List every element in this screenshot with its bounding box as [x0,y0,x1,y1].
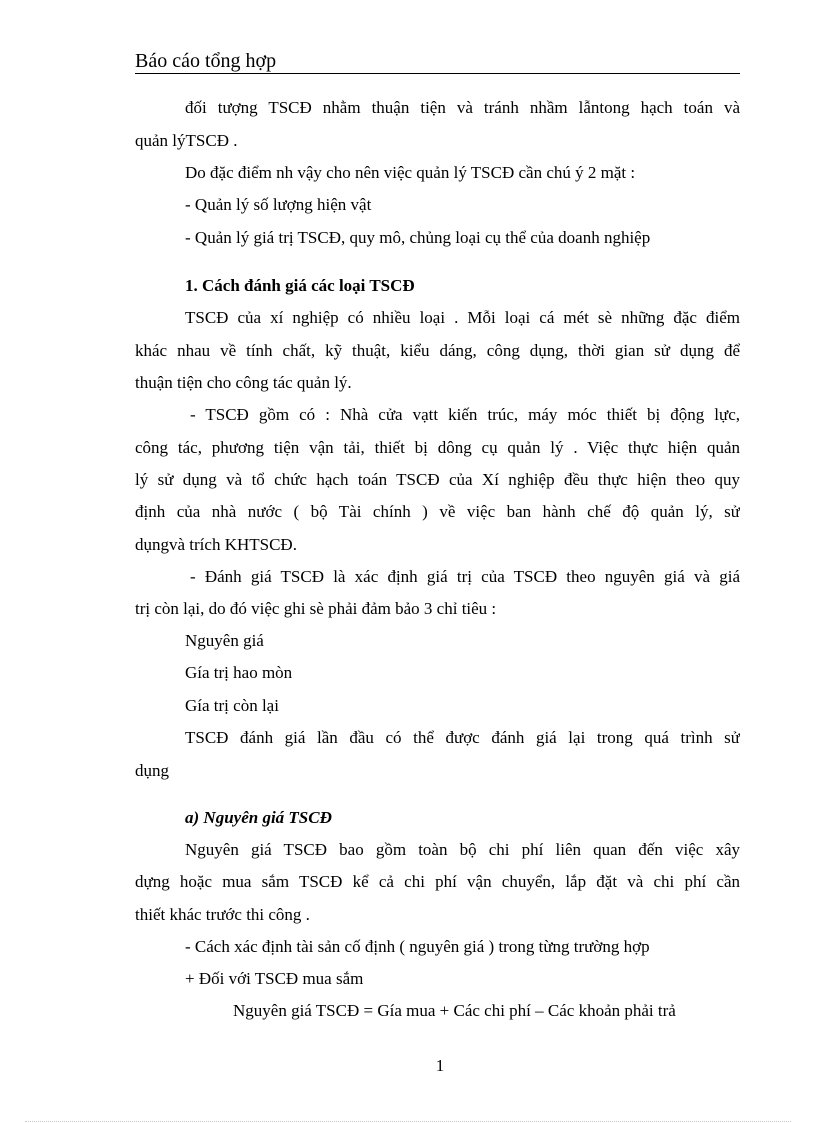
formula-line: Nguyên giá TSCĐ = Gía mua + Các chi phí – Các khoản phải trả [233,1001,676,1020]
paragraph-line: trị còn lại, do đó việc ghi sè phải đảm bảo 3 chỉ tiêu : [135,599,497,618]
paragraph-line: lý sử dụng và tổ chức hạch toán TSCĐ của Xí nghiệp đều thực hiện theo quy [135,470,740,489]
paragraph-line: khác nhau về tính chất, kỹ thuật, kiểu dáng, công dụng, thời gian sử dụng để [135,341,740,360]
page-number: 1 [435,1056,445,1075]
paragraph-line: thuận tiện cho công tác quản lý. [135,373,352,392]
paragraph-line: Do đặc điểm nh vậy cho nên việc quản lý TSCĐ cần chú ý 2 mặt : [185,163,636,182]
paragraph-line: công tác, phương tiện vận tải, thiết bị dông cụ quản lý . Việc thực hiện quản [135,438,740,457]
paragraph-line: dụng [135,761,169,780]
paragraph-line: thiết khác trước thi công . [135,905,310,924]
list-item: Gía trị còn lại [185,696,279,715]
page-header-title: Báo cáo tổng hợp [135,50,277,72]
paragraph-line: đối tượng TSCĐ nhằm thuận tiện và tránh nhầm lẫntong hạch toán và [185,98,740,117]
list-item: - Cách xác định tài sản cố định ( nguyên giá ) trong từng trường hợp [185,937,650,956]
paragraph-line: TSCĐ đánh giá lần đầu có thể được đánh giá lại trong quá trình sử [185,728,740,747]
paragraph-line: định của nhà nước ( bộ Tài chính ) về việc ban hành chế độ quản lý, sử [135,502,740,521]
section-heading: 1. Cách đánh giá các loại TSCĐ [185,276,415,295]
subsection-heading: a) Nguyên giá TSCĐ [185,808,332,827]
paragraph-line: TSCĐ của xí nghiệp có nhiều loại . Mỗi loại cá mét sè những đặc điểm [185,308,740,327]
list-item: + Đối với TSCĐ mua sắm [185,969,364,988]
list-item: - Quản lý số lượng hiện vật [185,195,372,214]
paragraph-line: quản lýTSCĐ . [135,131,238,150]
paragraph-line: Nguyên giá TSCĐ bao gồm toàn bộ chi phí liên quan đến việc xây [185,840,740,859]
paragraph-line: - TSCĐ gồm có : Nhà cửa vạtt kiến trúc, máy móc thiết bị động lực, [190,405,740,424]
page-bottom-edge [25,1121,791,1122]
list-item: Gía trị hao mòn [185,663,293,682]
header-divider [135,73,740,74]
list-item: - Quản lý giá trị TSCĐ, quy mô, chủng loại cụ thể của doanh nghiệp [185,228,651,247]
list-item: Nguyên giá [185,631,264,650]
paragraph-line: dựng hoặc mua sắm TSCĐ kể cả chi phí vận chuyển, lắp đặt và chi phí cần [135,872,740,891]
paragraph-line: dụngvà trích KHTSCĐ. [135,535,297,554]
paragraph-line: - Đánh giá TSCĐ là xác định giá trị của TSCĐ theo nguyên giá và giá [190,567,740,586]
